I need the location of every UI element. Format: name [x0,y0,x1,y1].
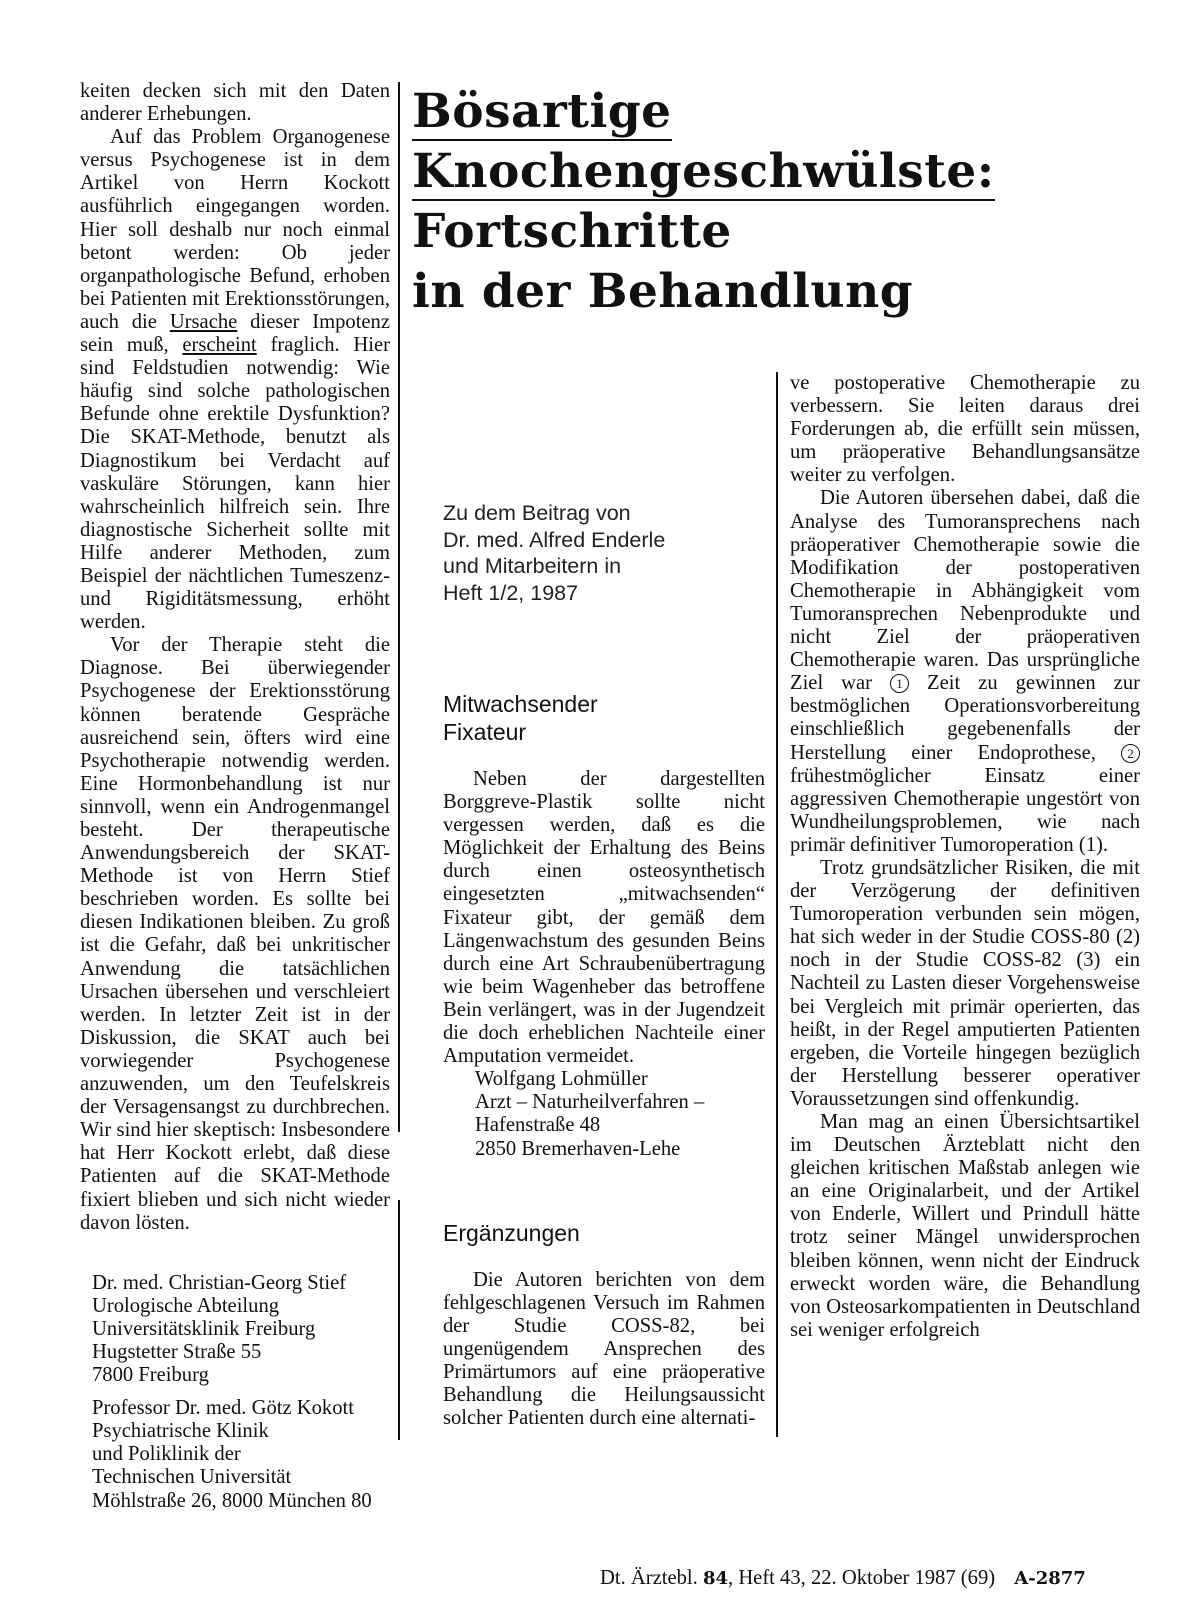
underlined-word: Ursache [169,310,238,333]
column-rule-right [776,372,778,1437]
journal-name: Dt. Ärztebl. [600,1567,698,1589]
column-rule-left [398,82,400,1132]
paragraph: ve postoperative Chemotherapie zu verbessern. Sie leiten daraus drei Forderungen ab, die erfüllt sein müssen, um präoperative Behandlungsansätze weiter zu verfolgen. [790,372,1140,487]
paragraph: keiten decken sich mit den Daten anderer Erhebungen. [80,80,390,126]
paragraph: Trotz grundsätzlicher Risiken, die mit der Verzögerung der definitiven Tumoroperation verbunden sein mögen, hat sich weder in der Studie COSS-80 (2) noch in der Studie COSS-82 (3) ein Nachteil zu Lasten dieser Vorgehensweise bei Vergleich mit primär operierten, das heißt, in der Regel amputierten Patienten ergeben, die Vorteile hingegen bezüglich der Herstellung besserer operativer Voraussetzungen sind offenkundig. [790,856,1140,1110]
subheading-ergaenzungen: Ergänzungen [443,1219,580,1246]
circled-number: 2 [1121,744,1140,763]
headline-line: Knochengeschwülste: [412,144,995,199]
subheading-fixateur: Mitwachsender Fixateur [443,691,598,745]
paragraph: Die Autoren berichten von dem fehlgeschlagenen Versuch im Rahmen der Studie COSS-82, bei ungenügendem Ansprechen des Primärtumors auf eine präoperative Behandlung die Heilungsaussicht solcher Patienten durch eine alternati- [443,1268,765,1430]
author-signature-kokott: Professor Dr. med. Götz Kokott Psychiatrische Klinik und Poliklinik der Technischen Universität Möhlstraße 26, 8000 München 80 [92,1397,372,1512]
left-column [80,80,390,1513]
headline [412,82,1152,322]
author-signature-lohmueller: Wolfgang Lohmüller Arzt – Naturheilverfahren – Hafenstraße 48 2850 Bremerhaven-Lehe [475,1068,705,1160]
circled-number: 1 [890,674,909,693]
headline-line: in der Behandlung [412,264,914,319]
journal-volume: 84 [702,1568,729,1589]
underlined-word: erscheint [182,334,257,357]
page-footer [600,1567,1086,1590]
paragraph: Die Autoren übersehen dabei, daß die Analyse des Tumoransprechens nach präoperativer Chemotherapie sowie die Modifikation der postoperativen Chemotherapie in Abhängigkeit vom Tumoransprechen Nebenprodukte und nicht Ziel der präoperativen Chemotherapie waren. Das ursprüngliche Ziel war 1 Zeit zu gewinnen zur bestmöglichen Operationsvorbereitung einschließlich gegebenenfalls der Herstellung einer Endoprothese, 2 frühestmöglicher Einsatz einer aggressiven Chemotherapie ungestört von Wundheilungsproblemen, wie nach primär definitiver Tumoroperation (1). [790,487,1140,856]
paragraph: Vor der Therapie steht die Diagnose. Bei überwiegender Psychogenese der Erektionsstörung können beratende Gespräche ausreichend sein, öfters wird eine Psychotherapie notwendig werden. Eine Hormonbehandlung ist nur sinnvoll, wenn ein Androgenmangel besteht. Der therapeutische Anwendungsbereich der SKAT-Methode ist von Herrn Stief beschrieben worden. Es sollte bei diesen Indikationen bleiben. Zu groß ist die Gefahr, daß bei unkritischer Anwendung die tatsächlichen Ursachen übersehen und verschleiert werden. In letzter Zeit ist in der Diskussion, die SKAT auch bei vorwiegender Psychogenese anzuwenden, um den Teufelskreis der Versagensangst zu durchbrechen. Wir sind hier skeptisch: Insbesondere hat Herr Kockott erlebt, daß diese Patienten auf die SKAT-Methode fixiert blieben und sich nicht wieder davon lösten. [80,634,390,1234]
paragraph: Man mag an einen Übersichtsartikel im Deutschen Ärzteblatt nicht den gleichen kritischen Maßstab anlegen wie an eine Originalarbeit, und der Artikel von Enderle, Willert und Prindull hätte trotz seiner Mängel unwidersprochen bleiben können, wenn nicht der Eindruck erweckt worden wäre, die Behandlung von Osteosarkompatienten in Deutschland sei weniger erfolgreich [790,1111,1140,1341]
paragraph: Auf das Problem Organogenese versus Psychogenese ist in dem Artikel von Herrn Kockott ausführlich eingegangen worden. Hier soll deshalb nur noch einmal betont werden: Ob jeder organpathologische Befund, erhoben bei Patienten mit Erektionsstörungen, auch die Ursache dieser Impotenz sein muß, erscheint fraglich. Hier sind Feldstudien notwendig: Wie häufig sind solche pathologischen Befunde ohne erektile Dysfunktion? Die SKAT-Methode, benutzt als Diagnostikum bei Verdacht auf vaskuläre Störungen, kann hier wahrscheinlich hilfreich sein. Ihre diagnostische Sicherheit sollte mit Hilfe anderer Methoden, zum Beispiel der nächtlichen Tumeszenz- und Rigiditätsmessung, erhöht werden. [80,126,390,634]
column-rule-left-lower [398,1200,400,1440]
middle-column [443,690,765,1430]
right-column [790,372,1140,1342]
issue-info: , Heft 43, 22. Oktober 1987 (69) [728,1567,996,1589]
author-signature-stief: Dr. med. Christian-Georg Stief Urologische Abteilung Universitätsklinik Freiburg Hugstetter Straße 55 7800 Freiburg [92,1271,347,1387]
headline-line: Bösartige [412,84,672,139]
paragraph: Neben der dargestellten Borggreve-Plastik sollte nicht vergessen werden, daß es die Möglichkeit der Erhaltung des Beins durch einen osteosynthetisch eingesetzten „mitwachsenden“ Fixateur gibt, der gemäß dem Längenwachstum des gesunden Beins durch eine Art Schraubenübertragung wie beim Wagenheber das betroffene Bein verlängert, was in der Jugendzeit die doch erheblichen Nachteile einer Amputation vermeidet. [443,768,765,1068]
headline-line: Fortschritte [412,204,732,259]
page-number: A-2877 [1014,1568,1086,1589]
lead-text: Zu dem Beitrag von Dr. med. Alfred Enderle und Mitarbeitern in Heft 1/2, 1987 [443,501,666,605]
